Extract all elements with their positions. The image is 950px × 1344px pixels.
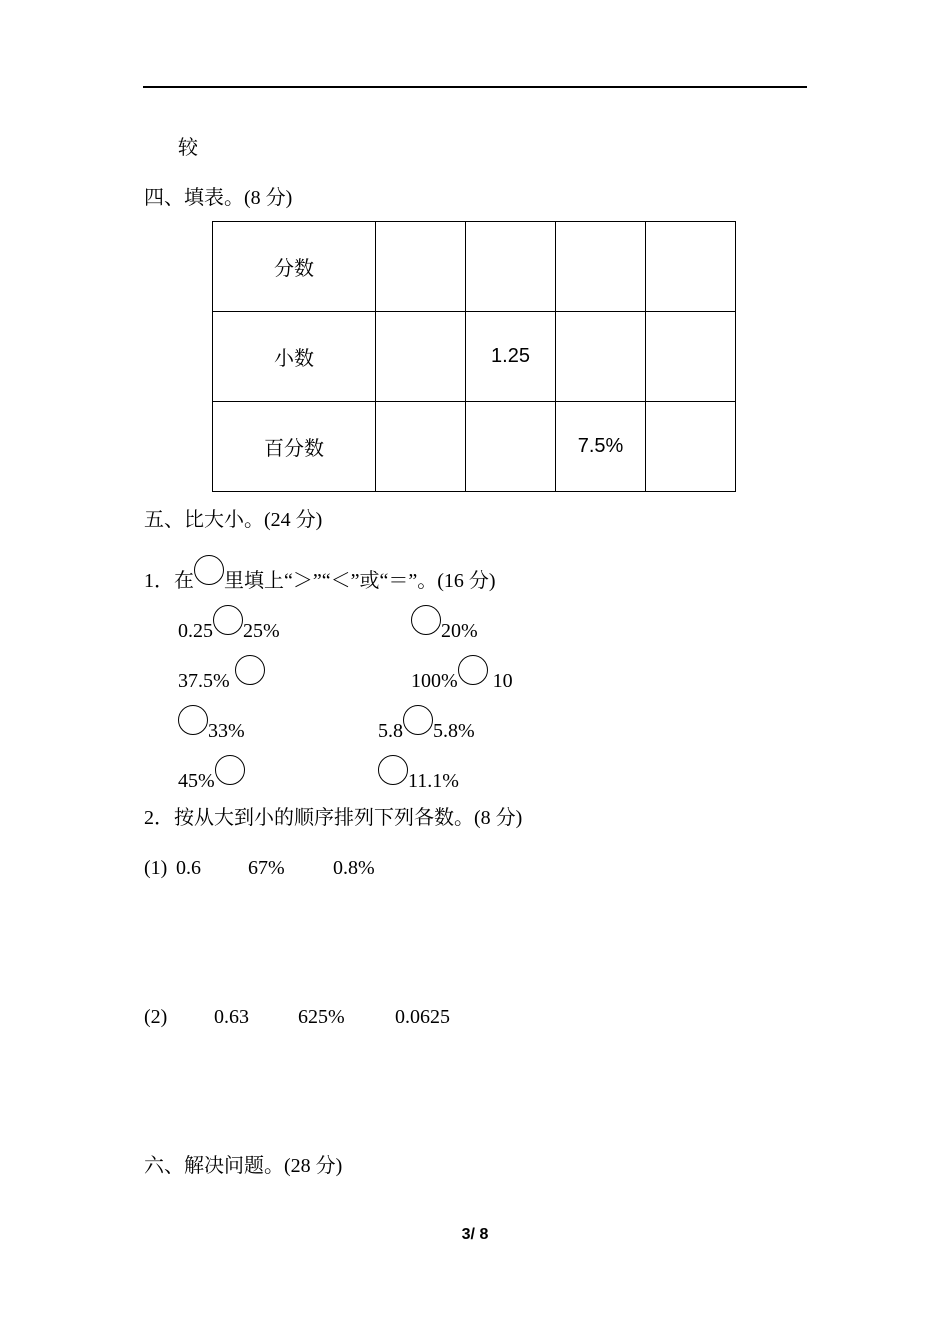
q2-part2-label: (2) [144, 1006, 168, 1028]
compare-right: 20% [441, 620, 478, 642]
compare-right: 11.1% [408, 770, 459, 792]
compare-circle[interactable] [215, 755, 245, 785]
compare-circle[interactable] [458, 655, 488, 685]
header-rule [143, 86, 807, 88]
compare-item [178, 755, 245, 793]
section5-title: 五、比大小。(24 分) [144, 509, 323, 531]
compare-right: 10 [492, 670, 513, 692]
compare-circle[interactable] [178, 705, 208, 735]
table-cell[interactable] [556, 312, 646, 402]
compare-left: 0.25 [178, 620, 213, 642]
compare-circle[interactable] [213, 605, 243, 635]
table-cell[interactable] [376, 402, 466, 492]
table-row [213, 312, 736, 402]
compare-item [378, 705, 475, 743]
q2-part1-value: 0.6 [176, 857, 201, 879]
top-fragment: 较 [178, 137, 198, 159]
row-label-percent: 百分数 [213, 402, 376, 492]
table-cell[interactable]: 1.25 [466, 312, 556, 402]
compare-left: 100% [411, 670, 458, 692]
compare-circle[interactable] [235, 655, 265, 685]
q1-suffix: 里填上“＞”“＜”或“＝”。(16 分) [224, 570, 496, 592]
q2-title: 2．按从大到小的顺序排列下列各数。(8 分) [144, 807, 523, 829]
q1-prefix: 1．在 [144, 570, 194, 592]
q2-part2-value: 0.63 [214, 1006, 249, 1028]
q2-part1-value: 0.8% [333, 857, 375, 879]
table-cell[interactable] [556, 222, 646, 312]
table-cell[interactable] [646, 402, 736, 492]
section4-title: 四、填表。(8 分) [144, 187, 293, 209]
compare-right: 5.8% [433, 720, 475, 742]
compare-right: 25% [243, 620, 280, 642]
q1-instruction [144, 555, 496, 593]
compare-item [411, 605, 478, 643]
q2-part1-label: (1) [144, 857, 168, 879]
row-label-fraction: 分数 [213, 222, 376, 312]
table-cell[interactable] [466, 402, 556, 492]
compare-circle[interactable] [378, 755, 408, 785]
page-number: 3/ 8 [461, 1226, 489, 1243]
compare-right: 33% [208, 720, 245, 742]
table-cell[interactable] [376, 222, 466, 312]
q2-part2-value: 625% [298, 1006, 345, 1028]
compare-item [178, 655, 265, 693]
compare-left: 37.5% [178, 670, 230, 692]
compare-circle[interactable] [403, 705, 433, 735]
table-row [213, 222, 736, 312]
table-cell[interactable] [646, 222, 736, 312]
compare-left: 5.8 [378, 720, 403, 742]
compare-circle[interactable] [411, 605, 441, 635]
compare-item [178, 605, 280, 643]
table-row [213, 402, 736, 492]
table-cell[interactable] [646, 312, 736, 402]
q2-part1-value: 67% [248, 857, 285, 879]
q2-part2-value: 0.0625 [395, 1006, 450, 1028]
answer-circle-icon [194, 555, 224, 585]
compare-left: 45% [178, 770, 215, 792]
table-cell[interactable]: 7.5% [556, 402, 646, 492]
row-label-decimal: 小数 [213, 312, 376, 402]
table-cell[interactable] [376, 312, 466, 402]
compare-item [411, 655, 513, 693]
table-cell[interactable] [466, 222, 556, 312]
compare-item [378, 755, 459, 793]
compare-item [178, 705, 245, 743]
section6-title: 六、解决问题。(28 分) [144, 1155, 343, 1177]
fill-table [212, 221, 736, 492]
